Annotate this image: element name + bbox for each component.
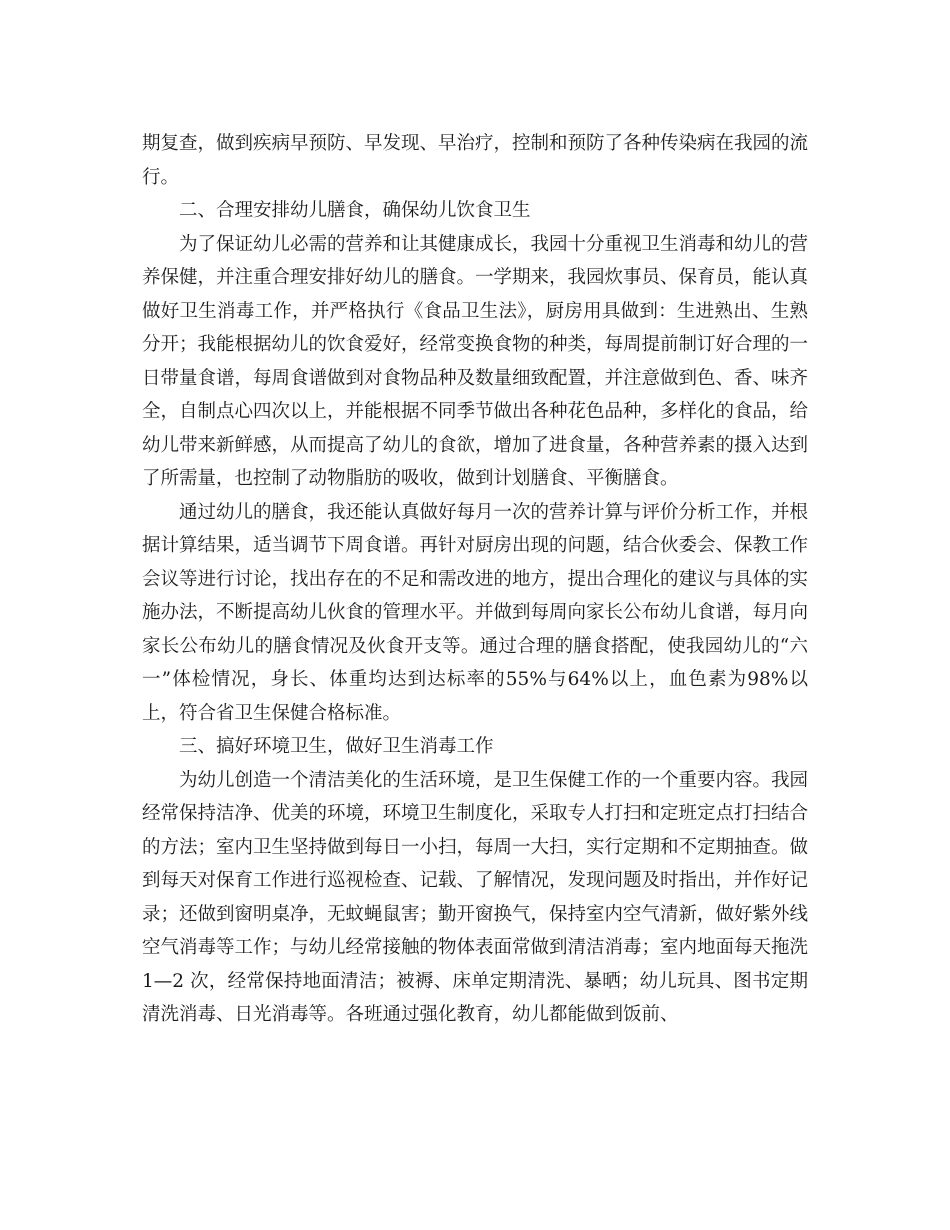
section-heading-2: 二、合理安排幼儿膳食，确保幼儿饮食卫生 [179, 200, 531, 221]
section-heading-3: 三、搞好环境卫生，做好卫生消毒工作 [179, 736, 494, 757]
paragraph-continuation: 期复查，做到疾病早预防、早发现、早治疗，控制和预防了各种传染病在我园的流行。 [142, 133, 809, 188]
document-body [142, 127, 808, 1032]
paragraph-nutrition: 通过幼儿的膳食，我还能认真做好每月一次的营养计算与评价分析工作，并根据计算结果，适当调节下周食谱。再针对厨房出现的问题，结合伙委会、保教工作会议等进行讨论，找出存在的不足和需改进的地方，提出合理化的建议与具体的实施办法，不断提高幼儿伙食的管理水平。并做到每周向家长公布幼儿食谱，每月向家长公布幼儿的膳食情况及伙食开支等。通过合理的膳食搭配，使我园幼儿的“六一”体检情况，身长、体重均达到达标率的55%与64%以上，血色素为98%以上，符合省卫生保健合格标准。 [142, 501, 809, 724]
paragraph-diet: 为了保证幼儿必需的营养和让其健康成长，我园十分重视卫生消毒和幼儿的营养保健，并注重合理安排好幼儿的膳食。一学期来，我园炊事员、保育员，能认真做好卫生消毒工作，并严格执行《食品卫生法》，厨房用具做到：生进熟出、生熟分开；我能根据幼儿的饮食爱好，经常变换食物的种类，每周提前制订好合理的一日带量食谱，每周食谱做到对食物品种及数量细致配置，并注意做到色、香、味齐全，自制点心四次以上，并能根据不同季节做出各种花色品种，多样化的食品，给幼儿带来新鲜感，从而提高了幼儿的食欲，增加了进食量，各种营养素的摄入达到了所需量，也控制了动物脂肪的吸收，做到计划膳食、平衡膳食。 [142, 233, 809, 489]
paragraph-environment: 为幼儿创造一个清洁美化的生活环境，是卫生保健工作的一个重要内容。我园经常保持洁净、优美的环境，环境卫生制度化，采取专人打扫和定班定点打扫结合的方法；室内卫生坚持做到每日一小扫，每周一大扫，实行定期和不定期抽查。做到每天对保育工作进行巡视检查、记载、了解情况，发现问题及时指出，并作好记录；还做到窗明桌净，无蚊蝇鼠害；勤开窗换气，保持室内空气清新，做好紫外线空气消毒等工作；与幼儿经常接触的物体表面常做到清洁消毒；室内地面每天拖洗 1—2 次，经常保持地面清洁；被褥、床单定期清洗、暴晒；幼儿玩具、图书定期清洗消毒、日光消毒等。各班通过强化教育，幼儿都能做到饭前、 [142, 769, 809, 1025]
